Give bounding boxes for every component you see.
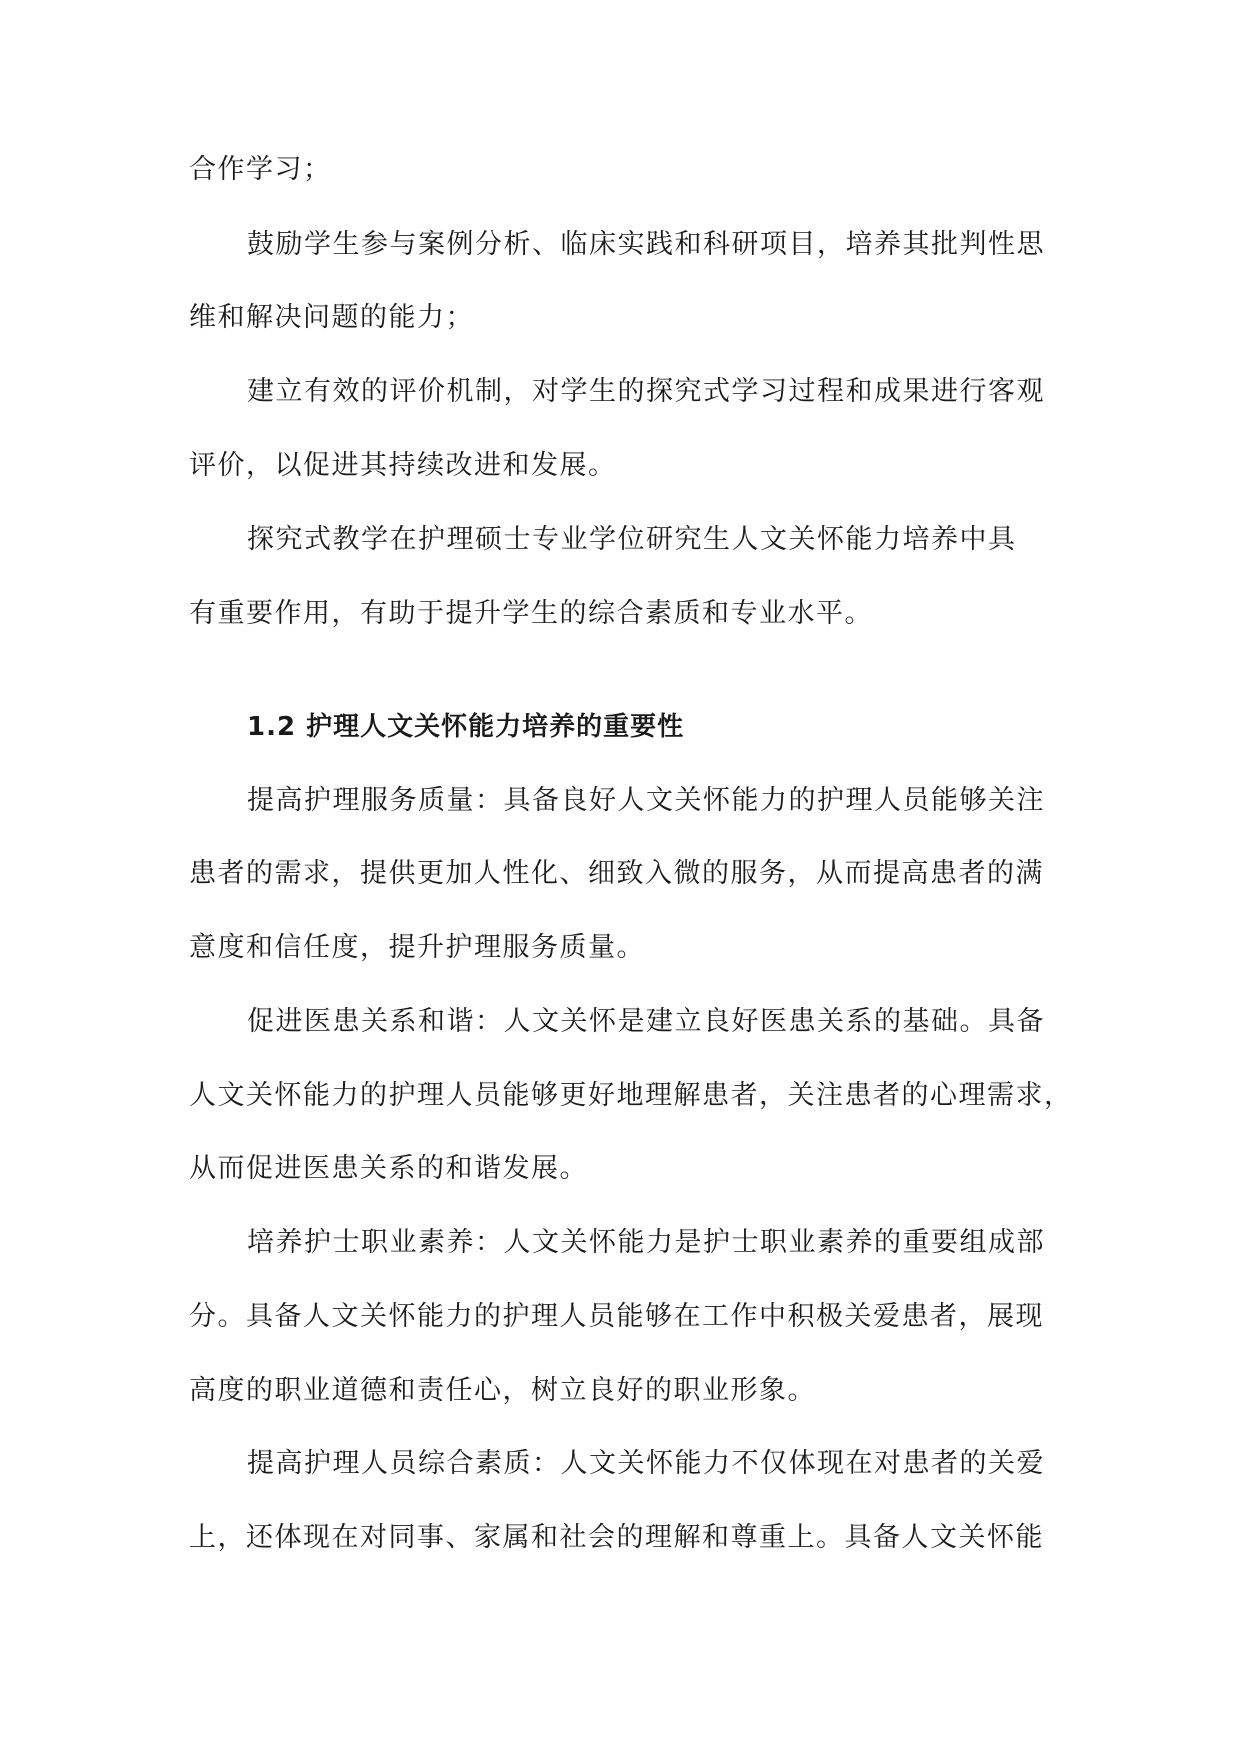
text-line: 上，还体现在对同事、家属和社会的理解和尊重上。具备人文关怀能 bbox=[189, 1522, 1044, 1553]
paragraph-line: 提高护理服务质量：具备良好人文关怀能力的护理人员能够关注 bbox=[247, 785, 1045, 816]
paragraph-line: 建立有效的评价机制，对学生的探究式学习过程和成果进行客观 bbox=[247, 376, 1045, 407]
text-line: 人文关怀能力的护理人员能够更好地理解患者，关注患者的心理需求， bbox=[189, 1080, 1073, 1111]
text-line: 意度和信任度，提升护理服务质量。 bbox=[189, 932, 645, 963]
section-heading: 1.2 护理人文关怀能力培养的重要性 bbox=[247, 712, 685, 742]
text-line: 高度的职业道德和责任心，树立良好的职业形象。 bbox=[189, 1375, 816, 1406]
text-line: 合作学习； bbox=[189, 154, 332, 185]
text-line: 从而促进医患关系的和谐发展。 bbox=[189, 1153, 588, 1184]
paragraph-line: 培养护士职业素养：人文关怀能力是护士职业素养的重要组成部 bbox=[247, 1227, 1045, 1258]
text-line: 患者的需求，提供更加人性化、细致入微的服务，从而提高患者的满 bbox=[189, 858, 1044, 889]
text-line: 评价，以促进其持续改进和发展。 bbox=[189, 450, 617, 481]
paragraph-line: 探究式教学在护理硕士专业学位研究生人文关怀能力培养中具 bbox=[247, 524, 1017, 555]
text-line: 分。具备人文关怀能力的护理人员能够在工作中积极关爱患者，展现 bbox=[189, 1301, 1044, 1332]
paragraph-line: 促进医患关系和谐：人文关怀是建立良好医患关系的基础。具备 bbox=[247, 1006, 1045, 1037]
paragraph-line: 鼓励学生参与案例分析、临床实践和科研项目，培养其批判性思 bbox=[247, 229, 1045, 260]
text-line: 维和解决问题的能力； bbox=[189, 302, 474, 333]
paragraph-line: 提高护理人员综合素质：人文关怀能力不仅体现在对患者的关爱 bbox=[247, 1448, 1045, 1479]
text-line: 有重要作用，有助于提升学生的综合素质和专业水平。 bbox=[189, 598, 873, 629]
